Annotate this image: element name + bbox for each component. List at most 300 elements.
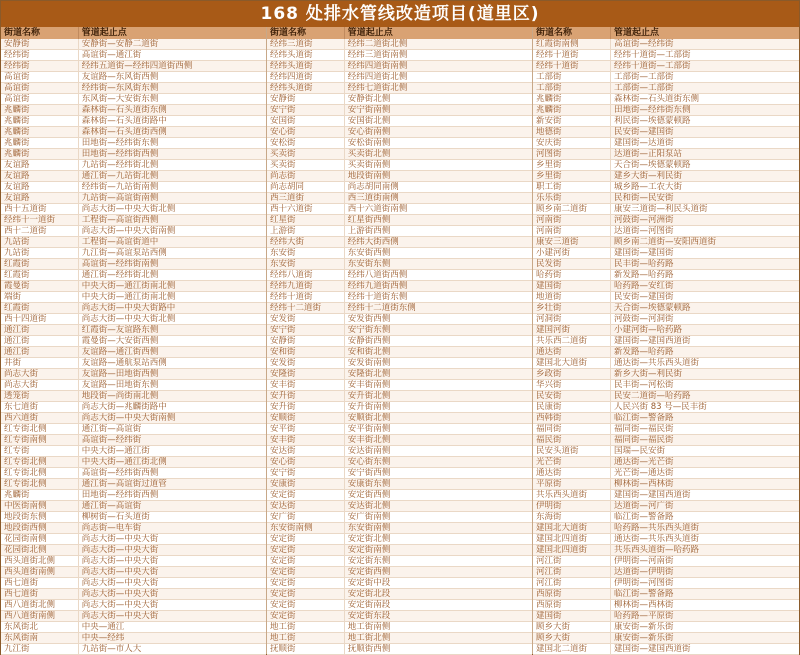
table-row: [267, 171, 532, 182]
table-row: [533, 105, 799, 116]
pipe-range-cell: 安丰街北侧: [347, 435, 391, 445]
pipe-range-cell: 伊明街—河南街: [614, 556, 674, 566]
street-name-cell: 上游街: [267, 226, 345, 236]
street-name-cell: 安升街: [267, 402, 345, 412]
street-name-cell: 西六道街: [1, 413, 79, 423]
table-row: [1, 160, 266, 171]
pipe-range-cell: 尚志大街—中央大街: [81, 578, 159, 588]
pipe-range-cell: 安定街南侧: [347, 545, 391, 555]
street-name-cell: 红专街北侧: [1, 479, 79, 489]
street-name-cell: 河南街: [533, 226, 611, 236]
table-row: [533, 237, 799, 248]
table-row: [267, 39, 532, 50]
table-row: [533, 567, 799, 578]
table-row: [533, 644, 799, 655]
table-row: [533, 138, 799, 149]
table-row: [1, 611, 266, 622]
pipe-range-cell: 临江街—警备路: [614, 413, 674, 423]
table-row: [267, 336, 532, 347]
street-name-cell: 建国北四道街: [533, 545, 611, 555]
street-name-cell: 友谊路: [1, 160, 79, 170]
pipe-range-cell: 安升街南侧: [347, 402, 391, 412]
street-name-cell: 民康街: [533, 402, 611, 412]
street-name-cell: 经纬十道街: [533, 61, 611, 71]
table-row: [1, 72, 266, 83]
street-name-cell: 红霞街: [1, 303, 79, 313]
street-name-cell: 经纬四道街: [267, 72, 345, 82]
table-row: [267, 468, 532, 479]
pipe-range-cell: 达道街—河图街: [614, 226, 674, 236]
pipe-range-cell: 天合街—埃德蒙顿路: [614, 303, 691, 313]
table-row: [533, 336, 799, 347]
street-name-cell: 红霞街南侧: [533, 39, 611, 49]
street-name-cell: 东风街北: [1, 622, 79, 632]
table-row: [1, 138, 266, 149]
street-name-cell: 建国北四道街: [533, 534, 611, 544]
table-row: [533, 358, 799, 369]
pipe-range-cell: 红霞街—友谊路东侧: [81, 325, 159, 335]
table-row: [267, 160, 532, 171]
street-name-cell: 顾乡大街: [533, 622, 611, 632]
table-row: [267, 457, 532, 468]
street-name-cell: 透笼街: [1, 391, 79, 401]
table-row: [533, 501, 799, 512]
street-name-cell: 友谊路: [1, 182, 79, 192]
street-name-cell: 小建河街: [533, 248, 611, 258]
table-row: [1, 105, 266, 116]
pipe-range-cell: 安心街东侧: [347, 457, 391, 467]
street-name-cell: 顾乡大街: [533, 633, 611, 643]
table-row: [1, 303, 266, 314]
street-name-cell: 高谊街: [1, 83, 79, 93]
street-name-cell: 中医街南侧: [1, 501, 79, 511]
table-row: [533, 402, 799, 413]
table-row: [267, 644, 532, 655]
table-row: [267, 479, 532, 490]
pipe-range-cell: 城乡路—工农大街: [614, 182, 683, 192]
street-name-cell: 乡里街: [533, 160, 611, 170]
pipe-range-cell: 友谊路—东风街西侧: [81, 72, 159, 82]
pipe-range-cell: 民安街—建国街: [614, 292, 674, 302]
pipe-range-cell: 安宁街南侧: [347, 105, 391, 115]
pipe-range-cell: 通达街—光芒街: [614, 457, 674, 467]
pipe-range-cell: 田地街—经纬街东侧: [614, 105, 691, 115]
pipe-range-cell: 尚志大街—中央大街: [81, 556, 159, 566]
table-row: [267, 270, 532, 281]
pipe-range-cell: 建国街—建国西道街: [614, 490, 691, 500]
street-name-cell: 乡壮街: [533, 303, 611, 313]
table-row: [533, 116, 799, 127]
table-row: [533, 259, 799, 270]
street-name-cell: 东海街: [533, 512, 611, 522]
street-name-cell: 地德街: [533, 127, 611, 137]
pipe-range-cell: 经纬二道街北侧: [347, 39, 408, 49]
table-row: [533, 72, 799, 83]
pipe-range-cell: 民丰街—哈药路: [614, 259, 674, 269]
pipe-range-cell: 达道街—正阳泵站: [614, 149, 683, 159]
pipe-range-cell: 国瑞—民安街: [614, 446, 666, 456]
table-row: [267, 314, 532, 325]
street-name-cell: 民发街: [533, 259, 611, 269]
street-name-cell: 安国街: [267, 116, 345, 126]
street-name-cell: 通江街: [1, 325, 79, 335]
pipe-range-cell: 经纬四道街北侧: [347, 72, 408, 82]
pipe-range-cell: 安康街东侧: [347, 479, 391, 489]
pipe-range-cell: 新发路—哈药路: [614, 347, 674, 357]
pipe-range-cell: 建乡大街—利民街: [614, 171, 683, 181]
street-name-cell: 兆麟街: [1, 116, 79, 126]
street-name-cell: 安静街: [267, 336, 345, 346]
street-name-cell: 红霞街: [1, 259, 79, 269]
table-row: [1, 446, 266, 457]
street-name-cell: 河江街: [533, 567, 611, 577]
street-name-cell: 经纬街: [1, 61, 79, 71]
table-row: [533, 479, 799, 490]
table-row: [1, 325, 266, 336]
pipe-range-cell: 康安街—新乐街: [614, 633, 674, 643]
table-row: [1, 127, 266, 138]
pipe-range-cell: 尚志大街—中央大街北侧: [81, 204, 176, 214]
table-row: [1, 259, 266, 270]
pipe-range-cell: 安达街南侧: [347, 446, 391, 456]
table-row: [267, 446, 532, 457]
table-row: [533, 545, 799, 556]
table-row: [267, 512, 532, 523]
table-row: [267, 292, 532, 303]
table-row: [533, 600, 799, 611]
header-street-name: 街道名称: [1, 27, 79, 39]
pipe-range-cell: 安静街北侧: [347, 94, 391, 104]
street-name-cell: 安定街: [267, 578, 345, 588]
pipe-range-cell: 田地街—经纬街西侧: [81, 490, 159, 500]
street-name-cell: 东安街: [267, 248, 345, 258]
street-name-cell: 经纬十道街: [267, 292, 345, 302]
table-row: [267, 490, 532, 501]
street-name-cell: 共乐西头道街: [533, 490, 611, 500]
pipe-range-cell: 田地街—经纬街东侧: [81, 138, 159, 148]
table-row: [1, 578, 266, 589]
pipe-range-cell: 森林街—石头道街西侧: [81, 127, 167, 137]
street-name-cell: 河南街: [533, 215, 611, 225]
pipe-range-cell: 河鼓街—河洞街: [614, 314, 674, 324]
table-row: [267, 347, 532, 358]
street-name-cell: 经纬十道街: [533, 50, 611, 60]
street-name-cell: 建国北大道街: [533, 358, 611, 368]
pipe-range-cell: 利民街—埃德蒙顿路: [614, 116, 691, 126]
table-row: [1, 457, 266, 468]
table-row: [533, 204, 799, 215]
table-row: [533, 413, 799, 424]
table-row: [533, 193, 799, 204]
pipe-range-cell: 东安街西侧: [347, 248, 391, 258]
table-row: [1, 380, 266, 391]
pipe-range-cell: 安静街—安静二道街: [81, 39, 159, 49]
street-name-cell: 工部街: [533, 83, 611, 93]
street-name-cell: 西十五道街: [1, 204, 79, 214]
table-row: [1, 391, 266, 402]
table-row: [267, 578, 532, 589]
street-name-cell: 安广街: [267, 512, 345, 522]
pipe-range-cell: 工部街—工部街: [614, 72, 674, 82]
street-name-cell: 安庆街: [533, 138, 611, 148]
table-row: [267, 149, 532, 160]
table-row: [533, 281, 799, 292]
pipe-range-cell: 伊明街—河图街: [614, 578, 674, 588]
street-name-cell: 经纬大街: [267, 237, 345, 247]
pipe-range-cell: 东风街—大安街东侧: [81, 94, 159, 104]
pipe-range-cell: 地段街—尚街南北侧: [81, 391, 159, 401]
table-row: [533, 61, 799, 72]
table-row: [533, 589, 799, 600]
street-name-cell: 霞曼街: [1, 281, 79, 291]
table-row: [533, 391, 799, 402]
street-name-cell: 通达街: [533, 347, 611, 357]
table-row: [1, 501, 266, 512]
table-row: [1, 567, 266, 578]
street-name-cell: 花园街南侧: [1, 534, 79, 544]
table-row: [1, 193, 266, 204]
table-title: 168 处排水管线改造项目(道里区): [1, 1, 799, 27]
street-name-cell: 尚志街: [267, 171, 345, 181]
street-name-cell: 西十六道街: [267, 204, 345, 214]
pipe-range-cell: 安静街西侧: [347, 336, 391, 346]
table-row: [267, 182, 532, 193]
table-row: [267, 72, 532, 83]
street-name-cell: 红星街: [267, 215, 345, 225]
pipe-range-cell: 柳林街—西林街: [614, 600, 674, 610]
pipe-range-cell: 地段街南侧: [347, 171, 391, 181]
pipe-range-cell: 尚志大街—中央大街: [81, 567, 159, 577]
street-name-cell: 地段街西侧: [1, 523, 79, 533]
table-row: [1, 479, 266, 490]
pipe-range-cell: 安隆街北侧: [347, 369, 391, 379]
pipe-range-cell: 地工街北侧: [347, 633, 391, 643]
pipe-range-cell: 工程街—高谊街道中: [81, 237, 159, 247]
pipe-range-cell: 顾乡南二道街—安阳西道街: [614, 237, 717, 247]
table-row: [533, 248, 799, 259]
table-row: [533, 490, 799, 501]
street-name-cell: 民安街: [533, 391, 611, 401]
table-row: [1, 358, 266, 369]
pipe-range-cell: 经纬十道街东侧: [347, 292, 408, 302]
header-pipe-range: 管道起止点: [347, 28, 393, 38]
street-name-cell: 工部街: [533, 72, 611, 82]
street-name-cell: 通达街: [533, 468, 611, 478]
pipe-range-cell: 九站街—经纬街北侧: [81, 160, 159, 170]
table-row: [533, 270, 799, 281]
pipe-range-cell: 通达街—共乐西头道街: [614, 534, 700, 544]
pipe-range-cell: 经纬十道街—工部街: [614, 50, 691, 60]
table-row: [533, 303, 799, 314]
pipe-range-cell: 安定街北段: [347, 589, 391, 599]
street-name-cell: 西十四道街: [1, 314, 79, 324]
pipe-range-cell: 通江街—高谊街: [81, 424, 142, 434]
pipe-range-cell: 通江街—九站街北侧: [81, 171, 159, 181]
street-name-cell: 红专街北侧: [1, 457, 79, 467]
table-row: [267, 622, 532, 633]
table-row: [533, 424, 799, 435]
street-name-cell: 安定街: [267, 545, 345, 555]
table-row: [533, 39, 799, 50]
pipe-range-cell: 红星街西侧: [347, 215, 391, 225]
street-name-cell: 安宁街: [267, 468, 345, 478]
street-name-cell: 安松街: [267, 138, 345, 148]
street-name-cell: 福民街: [533, 435, 611, 445]
table-row: [1, 490, 266, 501]
table-row: [267, 61, 532, 72]
street-name-cell: 建国北二道街: [533, 644, 611, 654]
table-row: [1, 556, 266, 567]
street-name-cell: 福同街: [533, 424, 611, 434]
table-row: [533, 94, 799, 105]
street-name-cell: 兆麟街: [1, 149, 79, 159]
street-name-cell: 河江街: [533, 578, 611, 588]
pipe-range-cell: 九站街—市人大: [81, 644, 142, 654]
table-row: [1, 435, 266, 446]
column-group: [1, 27, 267, 654]
table-row: [1, 292, 266, 303]
pipe-range-cell: 尚志大街—兆麟街路中: [81, 402, 167, 412]
table-row: [533, 512, 799, 523]
street-name-cell: 安发街: [267, 314, 345, 324]
street-name-cell: 端街: [1, 292, 79, 302]
street-name-cell: 友谊路: [1, 171, 79, 181]
pipe-range-cell: 高谊街—通江街: [81, 50, 142, 60]
table-row: [1, 622, 266, 633]
table-row: [267, 556, 532, 567]
table-row: [1, 347, 266, 358]
pipe-range-cell: 九站街—高谊街南侧: [81, 193, 159, 203]
street-name-cell: 安康街: [267, 479, 345, 489]
table-row: [267, 248, 532, 259]
street-name-cell: 九江街: [1, 644, 79, 654]
pipe-range-cell: 安心街南侧: [347, 127, 391, 137]
pipe-range-cell: 安国街北侧: [347, 116, 391, 126]
table-row: [1, 644, 266, 655]
table-row: [1, 523, 266, 534]
street-name-cell: 兆麟街: [1, 127, 79, 137]
header-pipe-range: 管道起止点: [81, 28, 127, 38]
table-row: [1, 600, 266, 611]
table-row: [533, 314, 799, 325]
pipe-range-cell: 安定街中段: [347, 578, 391, 588]
pipe-range-cell: 柳树街—石头道街: [81, 512, 150, 522]
table-row: [1, 204, 266, 215]
table-row: [267, 413, 532, 424]
street-name-cell: 安静街: [267, 94, 345, 104]
pipe-range-cell: 森林街—石头道街东侧: [614, 94, 700, 104]
pipe-range-cell: 民安街—建国街: [614, 127, 674, 137]
table-row: [267, 281, 532, 292]
street-name-cell: 地工街: [267, 633, 345, 643]
table-row: [1, 512, 266, 523]
pipe-range-cell: 高谊街—经纬街南侧: [81, 259, 159, 269]
street-name-cell: 红专街: [1, 446, 79, 456]
pipe-range-cell: 友谊路—通江街西侧: [81, 347, 159, 357]
street-name-cell: 兆麟街: [533, 94, 611, 104]
pipe-range-cell: 经纬五道街—经纬四道街西侧: [81, 61, 193, 71]
table-row: [533, 83, 799, 94]
pipe-range-cell: 经纬七道街北侧: [347, 83, 408, 93]
street-name-cell: 地道街: [533, 292, 611, 302]
street-name-cell: 经纬头道街: [267, 61, 345, 71]
table-row: [267, 259, 532, 270]
street-name-cell: 买卖街: [267, 160, 345, 170]
table-row: [1, 226, 266, 237]
pipe-range-cell: 共乐西头道街—哈药路: [614, 545, 700, 555]
street-name-cell: 尚志大街: [1, 369, 79, 379]
table-row: [267, 424, 532, 435]
street-name-cell: 安丰街: [267, 435, 345, 445]
table-row: [1, 149, 266, 160]
pipe-range-cell: 友谊路—通航泵站西侧: [81, 358, 167, 368]
header-pipe-range: 管道起止点: [614, 28, 660, 38]
pipe-range-cell: 安达街北侧: [347, 501, 391, 511]
street-name-cell: 高谊街: [1, 94, 79, 104]
pipe-range-cell: 森林街—石头道街路中: [81, 116, 167, 126]
table-row: [267, 105, 532, 116]
pipe-range-cell: 哈药路—平原街: [614, 611, 674, 621]
pipe-range-cell: 中央—经纬: [81, 633, 125, 643]
table-row: [267, 50, 532, 61]
table-row: [267, 523, 532, 534]
street-name-cell: 新安街: [533, 116, 611, 126]
pipe-range-cell: 临江街—警备路: [614, 589, 674, 599]
street-name-cell: 九站街: [1, 248, 79, 258]
pipe-range-cell: 地工街南侧: [347, 622, 391, 632]
street-name-cell: 友谊路: [1, 193, 79, 203]
pipe-range-cell: 小建河街—哈药路: [614, 325, 683, 335]
pipe-range-cell: 天合街—埃德蒙顿路: [614, 160, 691, 170]
table-row: [267, 600, 532, 611]
column-group: [533, 27, 799, 654]
table-row: [1, 83, 266, 94]
street-name-cell: 安定街: [267, 589, 345, 599]
pipe-range-cell: 光芒街—通达街: [614, 468, 674, 478]
table-row: [1, 633, 266, 644]
street-name-cell: 安发街: [267, 358, 345, 368]
table-row: [533, 182, 799, 193]
table-row: [533, 380, 799, 391]
table-row: [267, 226, 532, 237]
table-row: [267, 83, 532, 94]
street-name-cell: 通江街: [1, 336, 79, 346]
pipe-range-cell: 抚顺街西侧: [347, 644, 391, 654]
street-name-cell: 安宁街: [267, 105, 345, 115]
pipe-range-cell: 经纬街—九站街南侧: [81, 182, 159, 192]
pipe-range-cell: 安丰街南侧: [347, 380, 391, 390]
street-name-cell: 安心街: [267, 127, 345, 137]
street-name-cell: 地工街: [267, 622, 345, 632]
table-row: [267, 94, 532, 105]
street-name-cell: 经纬街: [1, 50, 79, 60]
street-name-cell: 井街: [1, 358, 79, 368]
table-row: [267, 633, 532, 644]
table-row: [1, 336, 266, 347]
pipe-range-cell: 买卖街北侧: [347, 149, 391, 159]
street-name-cell: 经纬十一道街: [1, 215, 79, 225]
street-name-cell: 安和街: [267, 347, 345, 357]
table-grid: [1, 27, 799, 654]
table-row: [267, 369, 532, 380]
table-row: [533, 50, 799, 61]
street-name-cell: 经纬九道街: [267, 281, 345, 291]
pipe-range-cell: 尚志胡同南侧: [347, 182, 399, 192]
table-row: [533, 127, 799, 138]
pipe-range-cell: 通江街—高谊街过道管: [81, 479, 167, 489]
pipe-range-cell: 高谊街—经纬街: [614, 39, 674, 49]
table-row: [1, 413, 266, 424]
